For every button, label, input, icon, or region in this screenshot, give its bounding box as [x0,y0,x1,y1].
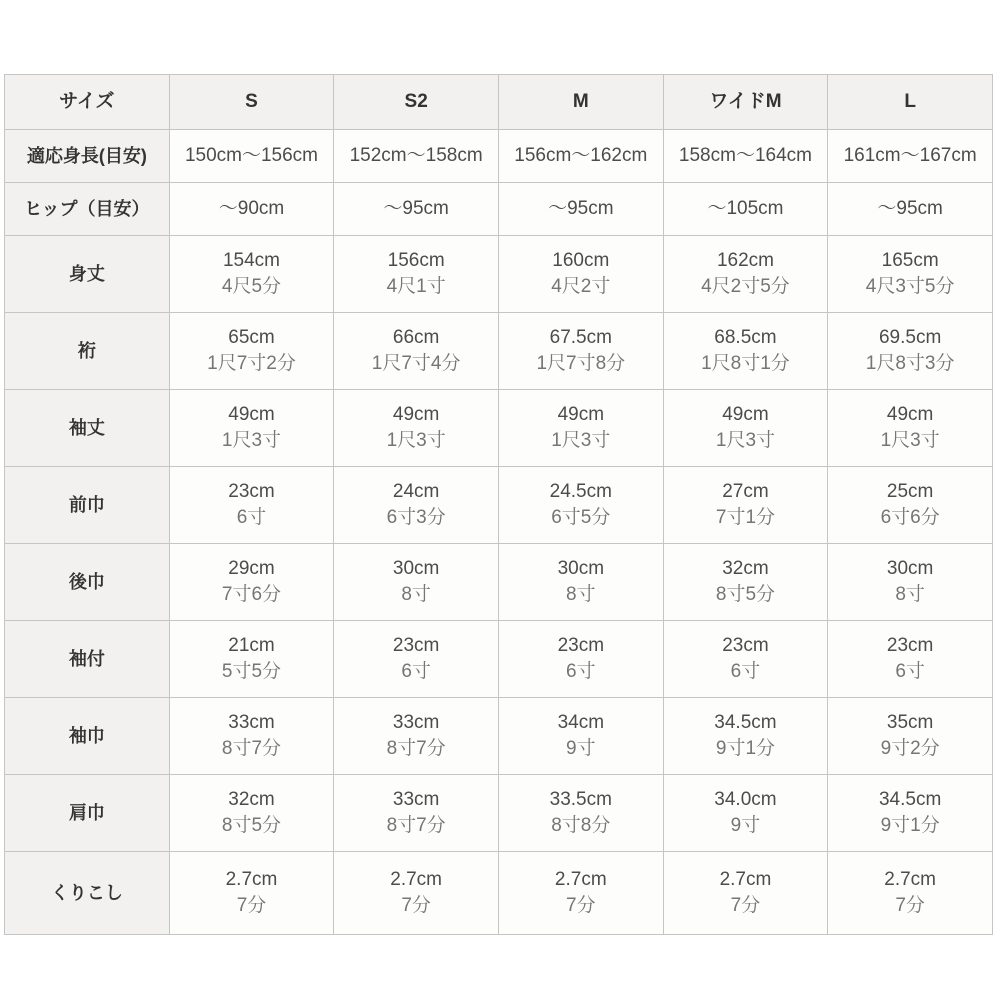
size-cell [334,544,499,621]
size-cell [663,313,828,390]
cell-value-cm: 150cm～156cm [184,145,319,166]
size-cell [498,390,663,467]
column-header-s2: S2 [334,75,499,130]
size-cell [169,852,334,935]
size-cell [828,467,993,544]
cell-value-shaku: 6寸 [895,661,925,682]
size-cell [498,775,663,852]
table-row [5,236,993,313]
cell-value-shaku: 8寸 [401,584,431,605]
cell-value-shaku: 1尺7寸2分 [207,353,296,374]
cell-value-shaku: 1尺3寸 [386,430,446,451]
cell-value-shaku: 5寸5分 [221,661,282,682]
row-label: 前巾 [5,467,170,544]
cell-value-shaku: 8寸8分 [551,815,611,836]
cell-value-cm: 2.7cm [390,869,443,890]
size-cell [828,775,993,852]
size-cell [663,236,828,313]
cell-value-cm: ～105cm [707,198,784,219]
size-cell [334,852,499,935]
cell-value-cm: 162cm [716,250,774,271]
table-row [5,621,993,698]
size-chart-table [4,74,993,935]
row-label: 裄 [5,313,170,390]
cell-value-shaku: 6寸 [236,507,267,528]
cell-value-cm: 68.5cm [714,327,777,348]
row-label: 袖付 [5,621,170,698]
size-cell [498,130,663,183]
cell-value-shaku: 1尺7寸8分 [536,353,626,374]
cell-value-shaku: 7寸1分 [715,507,776,528]
cell-value-cm: ～95cm [548,198,614,219]
row-label: 袖丈 [5,390,170,467]
size-cell [828,130,993,183]
size-cell [663,130,828,183]
size-cell [334,183,499,236]
cell-value-shaku: 8寸 [895,584,925,605]
column-header-wide-m: ワイドM [663,75,828,130]
cell-value-cm: 24.5cm [549,481,612,502]
row-label: ヒップ（目安） [5,183,170,236]
size-cell [334,775,499,852]
size-cell [663,544,828,621]
size-cell [498,183,663,236]
column-header-s: S [169,75,334,130]
size-cell [498,544,663,621]
row-label: 袖巾 [5,698,170,775]
cell-value-shaku: 8寸5分 [221,815,282,836]
cell-value-cm: 160cm [552,250,610,271]
row-label: 肩巾 [5,775,170,852]
cell-value-shaku: 4尺5分 [221,276,282,297]
cell-value-shaku: 9寸1分 [880,815,940,836]
size-cell [663,775,828,852]
cell-value-cm: 30cm [557,558,605,579]
cell-value-cm: 49cm [392,404,440,425]
cell-value-shaku: 9寸 [730,815,761,836]
cell-value-shaku: 6寸6分 [880,507,940,528]
size-cell [498,313,663,390]
cell-value-cm: 30cm [886,558,934,579]
cell-value-cm: 34.5cm [714,712,777,733]
cell-value-shaku: 7分 [895,895,925,916]
cell-value-cm: 2.7cm [554,869,607,890]
row-label: 身丈 [5,236,170,313]
table-row [5,467,993,544]
cell-value-cm: 156cm [387,250,445,271]
size-cell [169,236,334,313]
cell-value-cm: 32cm [228,789,275,810]
size-cell [169,390,334,467]
cell-value-cm: 34.5cm [878,789,942,810]
size-cell [828,852,993,935]
cell-value-cm: 49cm [722,404,769,425]
table-row [5,183,993,236]
size-cell [498,852,663,935]
size-cell [498,698,663,775]
cell-value-shaku: 1尺7寸4分 [371,353,461,374]
cell-value-shaku: 7寸6分 [221,584,282,605]
cell-value-shaku: 8寸7分 [221,738,282,759]
size-cell [334,313,499,390]
cell-value-cm: ～90cm [218,198,285,219]
cell-value-cm: 33cm [392,789,440,810]
cell-value-cm: 49cm [886,404,934,425]
table-row [5,390,993,467]
cell-value-cm: 25cm [886,481,934,502]
cell-value-shaku: 7分 [401,895,431,916]
cell-value-shaku: 6寸3分 [386,507,446,528]
cell-value-shaku: 1尺8寸1分 [701,353,790,374]
size-cell [828,621,993,698]
size-cell [334,698,499,775]
cell-value-cm: 34.0cm [714,789,777,810]
cell-value-shaku: 1尺3寸 [221,430,282,451]
size-cell [169,775,334,852]
row-label: 後巾 [5,544,170,621]
size-cell [828,313,993,390]
size-cell [498,621,663,698]
cell-value-shaku: 7分 [730,895,761,916]
cell-value-cm: 2.7cm [884,869,937,890]
size-cell [663,467,828,544]
size-cell [663,183,828,236]
cell-value-shaku: 6寸 [401,661,431,682]
row-label: 適応身長(目安) [5,130,170,183]
size-cell [169,621,334,698]
size-cell [498,236,663,313]
table-row [5,698,993,775]
column-header-l: L [828,75,993,130]
cell-value-shaku: 6寸5分 [551,507,611,528]
cell-value-cm: 34cm [557,712,605,733]
size-cell [828,183,993,236]
size-cell [334,621,499,698]
cell-value-cm: 24cm [392,481,440,502]
cell-value-shaku: 4尺3寸5分 [865,276,955,297]
cell-value-cm: 35cm [886,712,934,733]
cell-value-cm: 23cm [557,635,605,656]
table-row [5,313,993,390]
cell-value-cm: 67.5cm [549,327,612,348]
size-cell [169,313,334,390]
cell-value-cm: 27cm [722,481,769,502]
cell-value-cm: 158cm～164cm [678,145,812,166]
cell-value-cm: 49cm [557,404,605,425]
size-chart-body [5,130,993,935]
size-cell [169,130,334,183]
row-label: くりこし [5,852,170,935]
cell-value-cm: 33.5cm [549,789,612,810]
cell-value-shaku: 4尺2寸5分 [701,276,790,297]
cell-value-cm: 69.5cm [878,327,942,348]
size-cell [334,130,499,183]
column-header-m: M [498,75,663,130]
cell-value-cm: 161cm～167cm [843,145,977,166]
cell-value-cm: 156cm～162cm [514,145,648,166]
size-cell [498,467,663,544]
cell-value-shaku: 1尺3寸 [880,430,940,451]
cell-value-shaku: 6寸 [566,661,596,682]
size-cell [334,390,499,467]
cell-value-shaku: 9寸2分 [880,738,940,759]
cell-value-shaku: 9寸1分 [715,738,776,759]
cell-value-cm: 66cm [392,327,440,348]
cell-value-shaku: 7分 [566,895,596,916]
header-row [5,75,993,130]
cell-value-cm: 32cm [722,558,769,579]
size-cell [169,698,334,775]
cell-value-cm: 33cm [228,712,275,733]
cell-value-cm: 152cm～158cm [349,145,483,166]
cell-value-cm: 29cm [228,558,275,579]
column-header-size: サイズ [5,75,170,130]
cell-value-cm: 154cm [222,250,280,271]
cell-value-cm: 33cm [392,712,440,733]
cell-value-cm: 23cm [392,635,440,656]
cell-value-shaku: 4尺2寸 [551,276,611,297]
cell-value-cm: 49cm [228,404,275,425]
cell-value-cm: ～95cm [877,198,943,219]
cell-value-shaku: 8寸7分 [386,815,446,836]
size-cell [663,698,828,775]
table-row [5,130,993,183]
cell-value-cm: 23cm [722,635,769,656]
cell-value-shaku: 1尺8寸3分 [865,353,955,374]
cell-value-cm: 23cm [886,635,934,656]
size-cell [334,467,499,544]
cell-value-cm: 30cm [392,558,440,579]
cell-value-cm: 2.7cm [719,869,772,890]
size-cell [663,852,828,935]
table-row [5,775,993,852]
size-cell [334,236,499,313]
cell-value-shaku: 8寸5分 [715,584,776,605]
cell-value-cm: 23cm [228,481,275,502]
size-cell [828,698,993,775]
cell-value-cm: 21cm [228,635,275,656]
table-row [5,544,993,621]
size-cell [828,390,993,467]
size-cell [663,621,828,698]
cell-value-shaku: 8寸 [566,584,596,605]
size-cell [828,236,993,313]
cell-value-shaku: 9寸 [566,738,596,759]
size-cell [169,467,334,544]
cell-value-cm: 65cm [228,327,275,348]
size-cell [828,544,993,621]
cell-value-cm: 2.7cm [225,869,278,890]
size-chart-container [4,74,993,935]
size-chart-header [5,75,993,130]
cell-value-shaku: 6寸 [730,661,761,682]
size-cell [663,390,828,467]
cell-value-cm: ～95cm [383,198,449,219]
size-cell [169,544,334,621]
cell-value-cm: 165cm [881,250,939,271]
cell-value-shaku: 4尺1寸 [386,276,446,297]
cell-value-shaku: 8寸7分 [386,738,446,759]
size-cell [169,183,334,236]
cell-value-shaku: 7分 [236,895,267,916]
cell-value-shaku: 1尺3寸 [551,430,611,451]
cell-value-shaku: 1尺3寸 [715,430,776,451]
table-row [5,852,993,935]
